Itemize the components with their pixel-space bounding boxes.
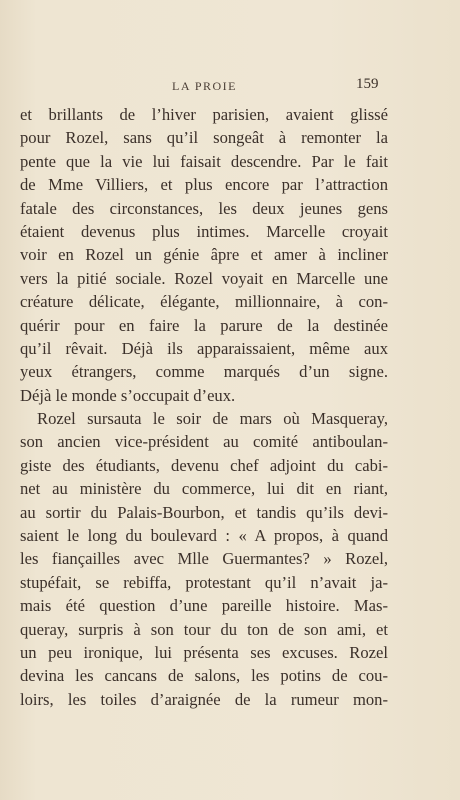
text-line: saient le long du boulevard : « A propos, à quand: [20, 526, 388, 546]
text-line: fatale des circonstances, les deux jeunes gens: [20, 198, 388, 218]
page-number: 159: [356, 76, 379, 92]
text-line: queray, surpris à son tour du ton de son ami, et: [20, 619, 388, 639]
text-line: vers la pitié sociale. Rozel voyait en Marcelle une: [20, 268, 388, 288]
text-line: mais été question d’une pareille histoire. Mas-: [20, 596, 388, 616]
text-line: giste des étudiants, devenu chef adjoint du cabi-: [20, 455, 388, 475]
text-line: yeux étrangers, comme marqués d’un signe.: [20, 362, 388, 382]
text-line: pente que la vie lui faisait descendre. Par le fait: [20, 151, 388, 171]
text-line: et brillants de l’hiver parisien, avaient glissé: [20, 105, 388, 124]
text-line: quérir pour en faire la parure de la destinée: [20, 315, 388, 335]
running-head: [0, 75, 460, 95]
text-line: loirs, les toiles d’araignée de la rumeur mon-: [20, 689, 388, 709]
running-title: LA PROIE: [172, 79, 238, 93]
text-line: les fiançailles avec Mlle Guermantes? » Rozel,: [20, 549, 388, 569]
paragraph-first-line: Rozel sursauta le soir de mars où Masqueray,: [37, 409, 388, 429]
text-line: son ancien vice-président au comité antiboulan-: [20, 432, 388, 452]
text-line: créature délicate, élégante, millionnaire, à con-: [20, 292, 388, 312]
text-line: voir en Rozel un génie âpre et amer à incliner: [20, 245, 388, 265]
text-line: étaient devenus plus intimes. Marcelle croyait: [20, 221, 388, 241]
paragraph-last-line: Déjà le monde s’occupait d’eux.: [20, 385, 236, 405]
text-line: au sortir du Palais-Bourbon, et tandis qu’ils devi-: [20, 502, 388, 522]
text-line: un peu ironique, lui présenta ses excuses. Rozel: [20, 642, 388, 662]
text-line: pour Rozel, sans qu’il songeât à remonter la: [20, 128, 388, 148]
text-line: qu’il rêvait. Déjà ils apparaissaient, même aux: [20, 338, 388, 358]
text-line: de Mme Villiers, et plus encore par l’attraction: [20, 175, 388, 195]
text-line: devina les cancans de salons, les potins de cou-: [20, 666, 388, 686]
text-line: net au ministère du commerce, lui dit en riant,: [20, 479, 388, 499]
text-line: stupéfait, se rebiffa, protestant qu’il n’avait ja-: [20, 572, 388, 592]
body-text: [20, 103, 388, 711]
